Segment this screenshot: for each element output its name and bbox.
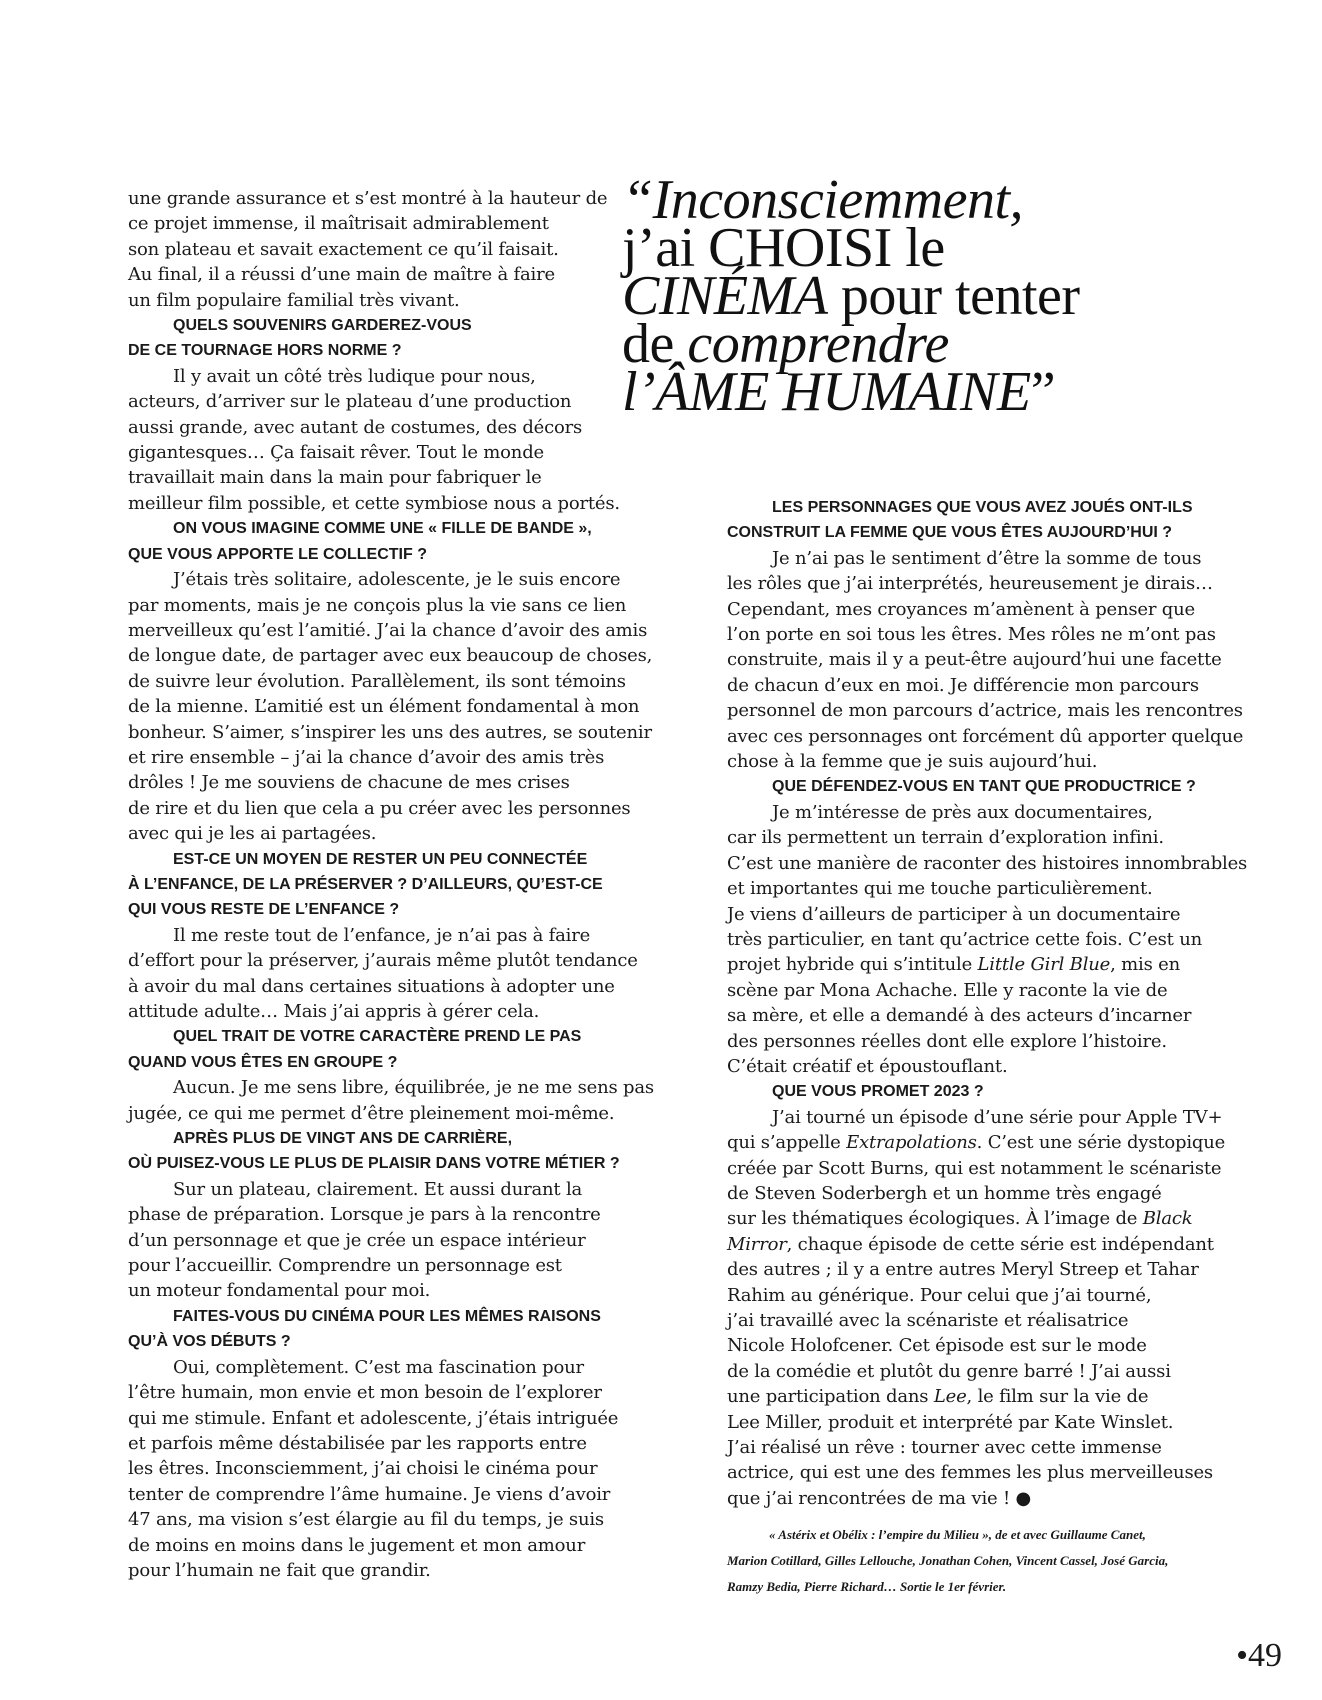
interview-question: ON VOUS IMAGINE COMME UNE « FILLE DE BANDE », QUE VOUS APPORTE LE COLLECTIF ? [128, 520, 592, 563]
interview-question: QUELS SOUVENIRS GARDEREZ-VOUS DE CE TOURNAGE HORS NORME ? [128, 317, 472, 360]
series-title: Black [1142, 1208, 1193, 1230]
page-number: •49 [1236, 1637, 1282, 1674]
pull-quote [622, 169, 1262, 423]
series-title: Mirror [727, 1233, 787, 1255]
pull-quote-line: j’ai CHOISI le [622, 217, 945, 279]
interview-answer: Il me reste tout de l’enfance, je n’ai pas à faire d’effort pour la préserver, j’aurais même plutôt tendance à avoir du mal dans certaines situations à adopter une attitude adulte… Mais j’ai appris à gérer cela. [128, 924, 638, 1022]
body-paragraph: une grande assurance et s’est montré à la hauteur de ce projet immense, il maîtrisait admirablement son plateau et savait exactement ce qu’il faisait. Au final, il a réussi d’une main de maître à faire un film populaire familial très vivant. [128, 188, 608, 311]
pull-quote-line: l’ÂME HUMAINE” [622, 361, 1056, 423]
interview-question: QUEL TRAIT DE VOTRE CARACTÈRE PREND LE PAS QUAND VOUS ÊTES EN GROUPE ? [128, 1028, 582, 1071]
series-title: Extrapolations [846, 1132, 977, 1154]
interview-answer: Je n’ai pas le sentiment d’être la somme de tous les rôles que j’ai interprétés, heureusement je dirais… Cependant, mes croyances m’amènent à penser que l’on porte en soi tous les êtres. Mes rôles ne m’ont pas construite, mais il y a peut-être aujourd’hui une facette de chacun d’eux en moi. Je différencie mon parcours personnel de mon parcours d’actrice, mais les rencontres avec ces personnages ont forcément dû apporter quelque chose à la femme que je suis aujourd’hui. [727, 547, 1244, 773]
interview-answer: Aucun. Je me sens libre, équilibrée, je ne me sens pas jugée, ce qui me permet d’être pleinement moi-même. [128, 1077, 654, 1124]
film-title: Lee [933, 1386, 967, 1408]
interview-answer: J’étais très solitaire, adolescente, je le suis encore par moments, mais je ne conçois plus la vie sans ce lien merveilleux qu’est l’amitié. J’ai la chance d’avoir des amis de longue date, de partager avec eux beaucoup de choses, de suivre leur évolution. Parallèlement, ils sont témoins de la mienne. L’amitié est un élément fondamental à mon bonheur. S’aimer, s’inspirer les uns des autres, se soutenir et rire ensemble – j’ai la chance d’avoir des amis très drôles ! Je me souviens de chacune de mes crises de rire et du lien que cela a pu créer avec les personnes avec qui je les ai partagées. [128, 569, 653, 845]
interview-question: LES PERSONNAGES QUE VOUS AVEZ JOUÉS ONT-ILS CONSTRUIT LA FEMME QUE VOUS ÊTES AUJOURD’HUI ? [727, 499, 1193, 542]
pull-quote-line: “Inconsciemment, [622, 169, 1024, 231]
interview-question: QUE DÉFENDEZ-VOUS EN TANT QUE PRODUCTRICE ? [772, 778, 1196, 796]
interview-question: FAITES-VOUS DU CINÉMA POUR LES MÊMES RAISONS QU’À VOS DÉBUTS ? [128, 1307, 601, 1351]
interview-answer: Oui, complètement. C’est ma fascination pour l’être humain, mon envie et mon besoin de l’explorer qui me stimule. Enfant et adolescente, j’étais intriguée et parfois même déstabilisée par les rapports entre les êtres. Inconsciemment, j’ai choisi le cinéma pour tenter de comprendre l’âme humaine. Je viens d’avoir 47 ans, ma vision s’est élargie au fil du temps, je suis de moins en moins dans le jugement et mon amour pour l’humain ne fait que grandir. [128, 1356, 619, 1581]
interview-answer: Je m’intéresse de près aux documentaires, car ils permettent un terrain d’exploration infini. C’est une manière de raconter des histoires innombrables et importantes qui me touche particulièrement. Je viens d’ailleurs de participer à un documentaire très particulier, en tant qu’actrice cette fois. C’est un projet hybride qui s’intitule Little Girl Blue, mis en scène par Mona Achache. Elle y raconte la vie de sa mère, et elle a demandé à des acteurs d’incarner des personnes réelles dont elle explore l’histoire. C’était créatif et époustouflant. [727, 801, 1248, 1077]
interview-answer: Sur un plateau, clairement. Et aussi durant la phase de préparation. Lorsque je pars à la rencontre d’un personnage et que je crée un espace intérieur pour l’accueillir. Comprendre un personnage est un moteur fondamental pour moi. [128, 1178, 601, 1302]
left-column [128, 186, 654, 1583]
interview-answer: Il y avait un côté très ludique pour nous, acteurs, d’arriver sur le plateau d’une production aussi grande, avec autant de costumes, des décors gigantesques… Ça faisait rêver. Tout le monde travaillait main dans la main pour fabriquer le meilleur film possible, et cette symbiose nous a portés. [128, 365, 620, 514]
interview-question: APRÈS PLUS DE VINGT ANS DE CARRIÈRE, OÙ PUISEZ-VOUS LE PLUS DE PLAISIR DANS VOTRE MÉTIER ? [128, 1130, 620, 1173]
pull-quote-line: de comprendre [622, 313, 949, 375]
right-column [727, 495, 1248, 1511]
interview-answer: J’ai tourné un épisode d’une série pour Apple TV+ qui s’appelle Extrapolations. C’est une série dystopique créée par Scott Burns, qui est notamment le scénariste de Steven Soderbergh et un homme très engagé sur les thématiques écologiques. À l’image de Black Mirror, chaque épisode de cette série est indépendant des autres ; il y a entre autres Meryl Streep et Tahar Rahim au générique. Pour celui que j’ai tourné, j’ai travaillé avec la scénariste et réalisatrice Nicole Holofcener. Cet épisode est sur le mode de la comédie et plutôt du genre barré ! J’ai aussi une participation dans Lee, le film sur la vie de Lee Miller, produit et interprété par Kate Winslet. J’ai réalisé un rêve : tourner avec cette immense actrice, qui est une des femmes les plus merveilleuses que j’ai rencontrées de ma vie ! ● [727, 1106, 1226, 1509]
photo-caption: « Astérix et Obélix : l’empire du Milieu », de et avec Guillaume Canet, Marion Cotillard, Gilles Lellouche, Jonathan Cohen, Vincent Cassel, José Garcia, Ramzy Bedia, Pierre Richard… Sortie le 1er février. [727, 1527, 1169, 1594]
film-title: Little Girl Blue [977, 954, 1111, 976]
interview-question: QUE VOUS PROMET 2023 ? [772, 1083, 984, 1101]
interview-question: EST-CE UN MOYEN DE RESTER UN PEU CONNECTÉE À L’ENFANCE, DE LA PRÉSERVER ? D’AILLEURS, QU’EST-CE QUI VOUS RESTE DE L’ENFANCE ? [128, 850, 603, 919]
pull-quote-line: CINÉMA pour tenter [622, 265, 1080, 327]
